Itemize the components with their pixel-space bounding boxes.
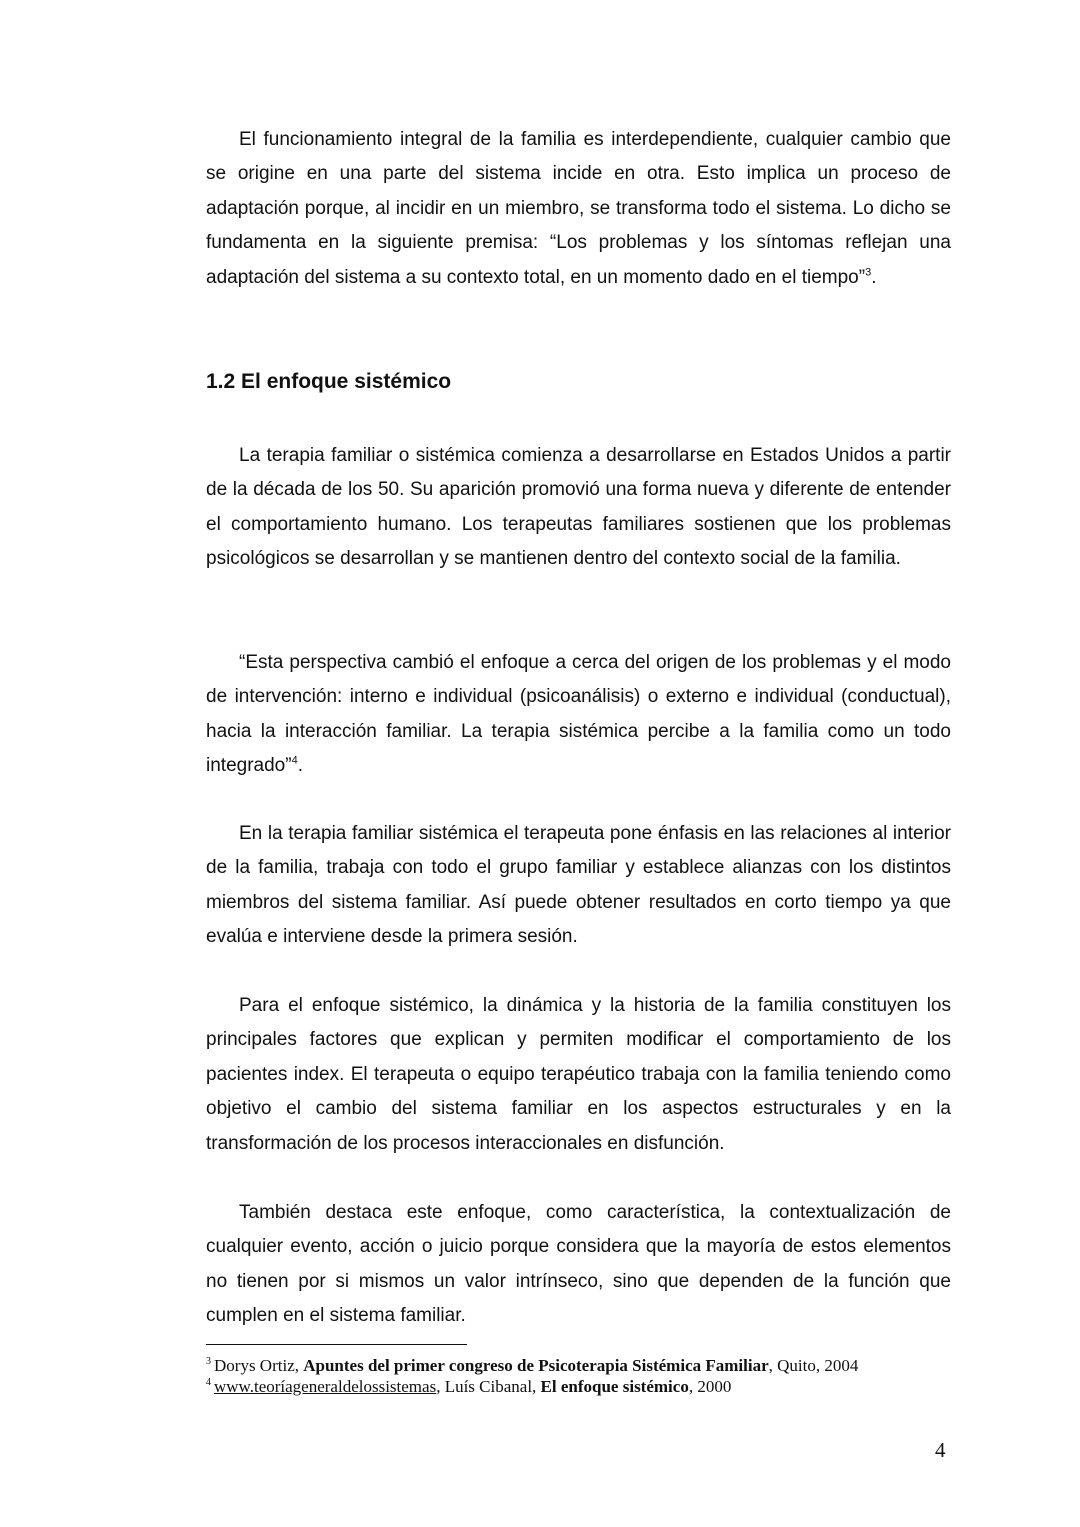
footnote-link[interactable]: www.teoríageneraldelossistemas <box>214 1377 437 1396</box>
footnote-title: Apuntes del primer congreso de Psicoterapia Sistémica Familiar <box>303 1356 769 1375</box>
paragraph-text: Para el enfoque sistémico, la dinámica y la historia de la familia constituyen los principales factores que explican y permiten modificar el comportamiento de los pacientes index. El terapeuta o equipo terapéutico trabaja con la familia teniendo como objetivo el cambio del sistema familiar en los aspectos estructurales y en la transformación de los procesos interaccionales en disfunción. <box>206 995 951 1154</box>
paragraph-2 <box>206 439 951 577</box>
paragraph-4 <box>206 817 951 955</box>
footnote-title: El enfoque sistémico <box>540 1377 689 1396</box>
paragraph-text: “Esta perspectiva cambió el enfoque a cerca del origen de los problemas y el modo de intervención: interno e individual (psicoanálisis) o externo e individual (conductual), hacia la interacción familiar. La terapia sistémica percibe a la familia como un todo integrado” <box>206 652 951 777</box>
footnote-3 <box>206 1356 966 1376</box>
paragraph-end: . <box>871 266 877 288</box>
footnote-ref-4: 4 <box>291 754 298 767</box>
footnote-rest: , Quito, 2004 <box>768 1356 859 1375</box>
paragraph-text: El funcionamiento integral de la familia es interdependiente, cualquier cambio que se origine en una parte del sistema incide en otra. Esto implica un proceso de adaptación porque, al incidir en un miembro, se transforma todo el sistema. Lo dicho se fundamenta en la siguiente premisa: “Los problemas y los síntomas reflejan una adaptación del sistema a su contexto total, en un momento dado en el tiempo” <box>206 129 951 288</box>
paragraph-text: La terapia familiar o sistémica comienza a desarrollarse en Estados Unidos a partir de la década de los 50. Su aparición promovió una forma nueva y diferente de entender el comportamiento humano. Los terapeutas familiares sostienen que los problemas psicológicos se desarrollan y se mantienen dentro del contexto social de la familia. <box>206 445 951 570</box>
paragraph-text: También destaca este enfoque, como característica, la contextualización de cualquier evento, acción o juicio porque considera que la mayoría de estos elementos no tienen por si mismos un valor intrínseco, sino que dependen de la función que cumplen en el sistema familiar. <box>206 1202 951 1327</box>
paragraph-3 <box>206 646 951 784</box>
footnote-rest: , 2000 <box>688 1377 732 1396</box>
footnote-author: Dorys Ortiz, <box>214 1356 304 1375</box>
footnote-author: , Luís Cibanal, <box>436 1377 541 1396</box>
footnote-number: 4 <box>206 1377 211 1389</box>
footnote-number: 3 <box>206 1356 211 1368</box>
paragraph-1 <box>206 123 951 295</box>
paragraph-5 <box>206 989 951 1161</box>
footnote-4 <box>206 1377 966 1397</box>
page-number: 4 <box>935 1438 946 1462</box>
footnote-separator <box>206 1344 467 1345</box>
paragraph-text: En la terapia familiar sistémica el terapeuta pone énfasis en las relaciones al interior de la familia, trabaja con todo el grupo familiar y establece alianzas con los distintos miembros del sistema familiar. Así puede obtener resultados en corto tiempo ya que evalúa e interviene desde la primera sesión. <box>206 823 951 948</box>
paragraph-end: . <box>297 755 303 777</box>
section-heading: 1.2 El enfoque sistémico <box>206 370 452 393</box>
footnote-ref-3: 3 <box>865 266 872 279</box>
paragraph-6 <box>206 1196 951 1334</box>
